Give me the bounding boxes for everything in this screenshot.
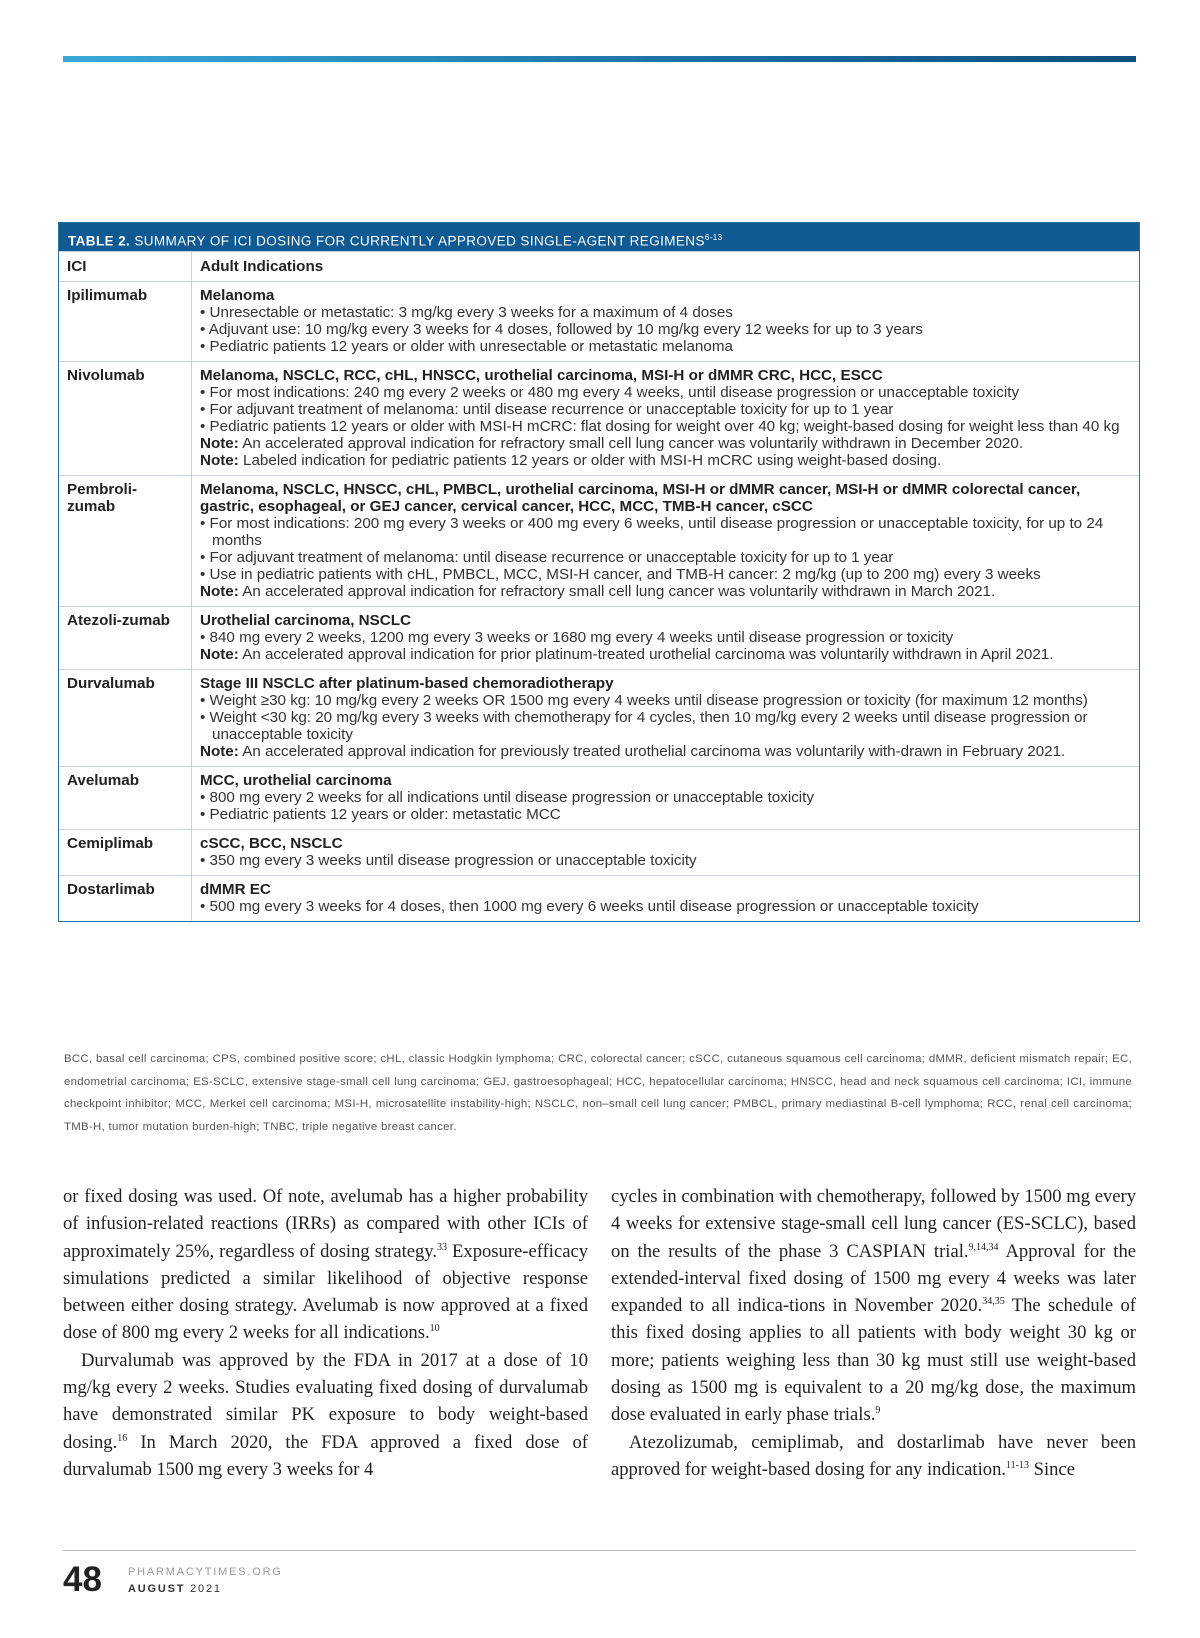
note-label: Note: — [200, 452, 239, 469]
footer-site: PHARMACYTIMES.ORG — [128, 1566, 283, 1578]
note-label: Note: — [200, 583, 239, 600]
dosing-bullet: • Weight ≥30 kg: 10 mg/kg every 2 weeks OR 1500 mg every 4 weeks until disease progression or toxicity (for maximum 12 months) — [200, 692, 1088, 709]
citation-sup: 34,35 — [982, 1296, 1005, 1307]
dosing-bullet: • Adjuvant use: 10 mg/kg every 3 weeks for 4 doses, followed by 10 mg/kg every 12 weeks for up to 3 years — [200, 321, 923, 338]
text-run: Durvalumab was approved by the FDA in 2017 at a dose of 10 mg/kg every 2 weeks. Studies evaluating fixed dosing of durvalumab have demonstrated similar PK exposure to body weight-based dosing. — [63, 1349, 588, 1453]
table-row — [59, 830, 1139, 876]
paragraph — [63, 1347, 588, 1483]
note-text: An accelerated approval indication for previously treated urothelial carcinoma was voluntarily with-drawn in February 2021. — [238, 743, 1066, 760]
dosing-bullet: • Unresectable or metastatic: 3 mg/kg every 3 weeks for a maximum of 4 doses — [200, 304, 733, 321]
indication-cell — [192, 830, 1140, 876]
dosing-bullet: • Pediatric patients 12 years or older with unresectable or metastatic melanoma — [200, 338, 733, 355]
citation-sup: 9 — [875, 1405, 881, 1417]
ici-name: Dostarlimab — [59, 876, 192, 922]
indication-cell — [192, 362, 1140, 476]
table-row — [59, 362, 1139, 476]
indication-title: Melanoma, NSCLC, HNSCC, cHL, PMBCL, urothelial carcinoma, MSI-H or dMMR cancer, MSI-H or dMMR colorectal cancer, gastric, esophageal, or GEJ cancer, cervical cancer, HCC, MCC, TMB-H cancer, cSCC — [200, 481, 1081, 515]
dosing-bullet: • Pediatric patients 12 years or older: metastatic MCC — [200, 806, 561, 823]
dosing-table — [58, 222, 1140, 922]
table-note — [200, 583, 1131, 600]
indication-cell — [192, 607, 1140, 670]
header-accent-bar — [63, 56, 1136, 62]
citation-sup: 10 — [429, 1323, 440, 1335]
table-title — [59, 223, 1139, 251]
text-run: In March 2020, the FDA approved a fixed dose of durvalumab 1500 mg every 3 weeks for 4 — [63, 1431, 588, 1480]
note-label: Note: — [200, 435, 239, 452]
text-run: cycles in combination with chemotherapy, followed by 1500 mg every 4 weeks for extensive stage-small cell lung cancer (ES-SCLC), based on the results of the phase 3 CASPIAN trial. — [611, 1186, 1136, 1262]
table-row — [59, 876, 1139, 922]
table-header-row — [59, 252, 1139, 282]
note-label: Note: — [200, 743, 239, 760]
ici-name: Cemiplimab — [59, 830, 192, 876]
header-ici: ICI — [59, 252, 192, 282]
table-row — [59, 607, 1139, 670]
text-run: Atezolizumab, cemiplimab, and dostarlimab have never been approved for weight-based dosing for any indication. — [611, 1431, 1136, 1480]
footer-year: 2021 — [190, 1583, 222, 1595]
dosing-bullet: • Use in pediatric patients with cHL, PMBCL, MCC, MSI-H cancer, and TMB-H cancer: 2 mg/kg (up to 200 mg) every 3 weeks — [200, 566, 1041, 583]
table-title-text: SUMMARY OF ICI DOSING FOR CURRENTLY APPROVED SINGLE-AGENT REGIMENS — [130, 233, 705, 249]
citation-sup: 16 — [117, 1432, 128, 1444]
footer-month: AUGUST — [128, 1583, 186, 1595]
table-note — [200, 646, 1131, 663]
body-column-left — [63, 1183, 588, 1483]
dosing-bullet: • Pediatric patients 12 years or older with MSI-H mCRC: flat dosing for weight over 40 kg; weight-based dosing for weight less than 40 kg — [200, 418, 1120, 435]
footer-rule — [63, 1550, 1136, 1551]
paragraph — [63, 1183, 588, 1347]
note-text: Labeled indication for pediatric patients 12 years or older with MSI-H mCRC using weight-based dosing. — [238, 452, 942, 469]
indication-title: cSCC, BCC, NSCLC — [200, 835, 343, 852]
note-text: An accelerated approval indication for prior platinum-treated urothelial carcinoma was voluntarily withdrawn in April 2021. — [238, 646, 1054, 663]
indication-title: Melanoma — [200, 287, 275, 304]
dosing-bullet: • 500 mg every 3 weeks for 4 doses, then 1000 mg every 6 weeks until disease progression or unacceptable toxicity — [200, 898, 979, 915]
table-row — [59, 282, 1139, 362]
ici-name: Atezoli-zumab — [59, 607, 192, 670]
page-number: 48 — [63, 1560, 102, 1599]
dosing-bullet: • Weight <30 kg: 20 mg/kg every 3 weeks with chemotherapy for 4 cycles, then 10 mg/kg every 2 weeks until disease progression or unacceptable toxicity — [200, 709, 1088, 743]
dosing-bullet: • For most indications: 240 mg every 2 weeks or 480 mg every 4 weeks, until disease progression or unacceptable toxicity — [200, 384, 1020, 401]
table-row — [59, 476, 1139, 607]
note-text: An accelerated approval indication for refractory small cell lung cancer was voluntarily withdrawn in March 2021. — [238, 583, 996, 600]
dosing-bullet: • 800 mg every 2 weeks for all indications until disease progression or unacceptable toxicity — [200, 789, 814, 806]
indication-title: dMMR EC — [200, 881, 271, 898]
indication-title: MCC, urothelial carcinoma — [200, 772, 392, 789]
ici-name: Pembroli-zumab — [59, 476, 192, 607]
text-run: The schedule of this fixed dosing applies to all patients with body weight 30 kg or more; patients weighing less than 30 kg must still use weight-based dosing as 1500 mg is equivalent to a 20 mg/kg dose, the maximum dose evaluated in early phase trials. — [611, 1295, 1136, 1426]
paragraph — [611, 1183, 1136, 1429]
indication-cell — [192, 670, 1140, 767]
citation-sup: 33 — [437, 1241, 448, 1253]
table-note — [200, 452, 1131, 469]
indication-cell — [192, 476, 1140, 607]
indication-cell — [192, 282, 1140, 362]
indication-cell — [192, 876, 1140, 922]
note-text: An accelerated approval indication for refractory small cell lung cancer was voluntarily withdrawn in December 2020. — [238, 435, 1024, 452]
table-title-label: TABLE 2. — [68, 233, 131, 249]
table-footnote: BCC, basal cell carcinoma; CPS, combined positive score; cHL, classic Hodgkin lymphoma; CRC, colorectal cancer; cSCC, cutaneous squamous cell carcinoma; dMMR, deficient mismatch repair; EC, endometrial carcinoma; ES-SCLC, extensive stage-small cell lung carcinoma; GEJ, gastroesophageal; HCC, hepatocellular carcinoma; HNSCC, head and neck squamous cell carcinoma; ICI, immune checkpoint inhibitor; MCC, Merkel cell carcinoma; MSI-H, microsatellite instability-high; NSCLC, non–small cell lung cancer; PMBCL, primary mediastinal B-cell lymphoma; RCC, renal cell carcinoma; TMB-H, tumor mutation burden-high; TNBC, triple negative breast cancer. — [64, 1053, 1132, 1133]
note-label: Note: — [200, 646, 239, 663]
ici-name: Nivolumab — [59, 362, 192, 476]
dosing-bullet: • 840 mg every 2 weeks, 1200 mg every 3 weeks or 1680 mg every 4 weeks until disease progression or toxicity — [200, 629, 954, 646]
ici-name: Ipilimumab — [59, 282, 192, 362]
citation-sup: 11-13 — [1006, 1459, 1029, 1471]
table-title-sup: 6-13 — [704, 233, 723, 242]
ici-name: Avelumab — [59, 767, 192, 830]
table-note — [200, 743, 1131, 760]
indication-cell — [192, 767, 1140, 830]
text-run: Since — [1028, 1458, 1075, 1480]
header-indications: Adult Indications — [192, 252, 1140, 282]
table-row — [59, 670, 1139, 767]
dosing-bullet: • For adjuvant treatment of melanoma: until disease recurrence or unacceptable toxicity for up to 1 year — [200, 549, 894, 566]
citation-sup: 9,14,34 — [968, 1241, 999, 1253]
indication-title: Stage III NSCLC after platinum-based chemoradiotherapy — [200, 675, 614, 692]
ici-name: Durvalumab — [59, 670, 192, 767]
dosing-table-grid — [59, 251, 1139, 921]
body-column-right — [611, 1183, 1136, 1483]
text-run: Approval for the extended-interval fixed dosing of 1500 mg every 4 weeks was later expanded to all indica-tions in November 2020. — [611, 1240, 1137, 1317]
indication-title: Urothelial carcinoma, NSCLC — [200, 612, 411, 629]
footer-issue — [128, 1583, 222, 1595]
dosing-bullet: • 350 mg every 3 weeks until disease progression or unacceptable toxicity — [200, 852, 697, 869]
indication-title: Melanoma, NSCLC, RCC, cHL, HNSCC, urothelial carcinoma, MSI-H or dMMR CRC, HCC, ESCC — [200, 367, 883, 384]
table-row — [59, 767, 1139, 830]
table-note — [200, 435, 1131, 452]
paragraph — [611, 1429, 1136, 1484]
text-run: or fixed dosing was used. Of note, avelumab has a higher probability of infusion-related reactions (IRRs) as compared with other ICIs of approximately 25%, regardless of dosing strategy. — [63, 1186, 588, 1262]
dosing-bullet: • For most indications: 200 mg every 3 weeks or 400 mg every 6 weeks, until disease progression or unacceptable toxicity, for up to 24 months — [200, 515, 1104, 549]
dosing-bullet: • For adjuvant treatment of melanoma: until disease recurrence or unacceptable toxicity for up to 1 year — [200, 401, 894, 418]
text-run: Exposure-efficacy simulations predicted a similar likelihood of objective response between either dosing strategy. Avelumab is now approved at a fixed dose of 800 mg every 2 weeks for all indications. — [63, 1240, 588, 1344]
